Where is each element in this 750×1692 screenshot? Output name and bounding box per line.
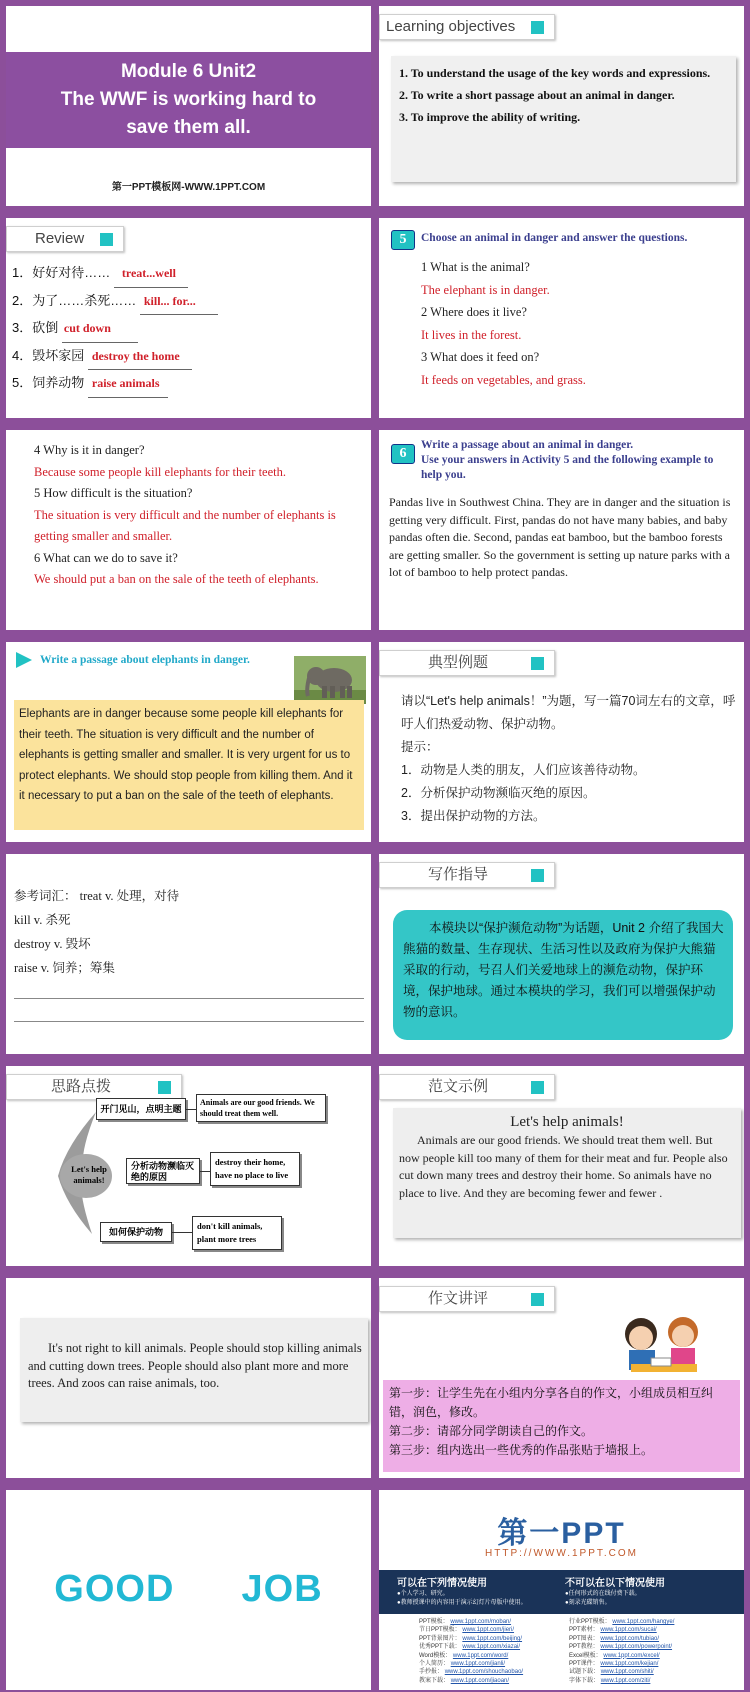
objective-2: 2. To write a short passage about an animal in danger. [399, 88, 675, 102]
question: 1 What is the animal? [421, 260, 530, 274]
slide-vocabulary[interactable] [6, 854, 371, 1054]
slide-objectives[interactable] [379, 6, 744, 206]
passage-box: Elephants are in danger because some people kill elephants for their teeth. The situation is very difficult and the number of elephants is getting smaller and smaller. It is very urgent for us to protect elephants. We should stop people from killing them. And it it necessary to put a ban on the sale of the teeth of elephants. [14, 700, 364, 830]
question: 3 What does it feed on? [421, 350, 540, 364]
tip-item: 2．分析保护动物濒临灭绝的原因。 [401, 786, 596, 800]
review-item: 2．为了……杀死…… kill... for... [12, 288, 218, 316]
mindmap-center: Let's help animals! [71, 1164, 107, 1185]
slide-activity-5-cont[interactable] [6, 430, 371, 630]
title-line-2: save them all. [126, 117, 251, 138]
section-tag [6, 226, 124, 252]
essay-text: Animals are our good friends. We should treat them well. But now people kill too many of them for their meat and fur. People also cut down many trees and destroy their home. So animals have no place to live. And they are becoming fewer and fewer . [399, 1133, 728, 1200]
link-row[interactable]: PPT模板： www.1ppt.com/moban/ [419, 1619, 512, 1625]
essay-title: Let's help animals! [510, 1114, 624, 1130]
review-item: 5．饲养动物 raise animals [12, 370, 218, 398]
forbidden-note: ●刻录光碟销售。 [565, 1600, 611, 1606]
vocab-ref: 参考词汇： treat v. 处理，对待 [14, 889, 180, 903]
connector [172, 1232, 192, 1233]
answer: It feeds on vegetables, and grass. [421, 372, 586, 387]
link-row[interactable]: PPT教程： www.1ppt.com/powerpoint/ [569, 1644, 673, 1651]
allowed-note: ●教师授课中的内容用于演示幻灯片母版中使用。 [397, 1600, 527, 1606]
activity-badge: 6 [391, 444, 415, 464]
vocab-item: kill v. 杀死 [14, 913, 71, 927]
heading-line-1: Write a passage about an animal in danger. [421, 439, 634, 451]
qa-list [421, 256, 586, 391]
job-word: JOB [241, 1568, 323, 1610]
steps-box [383, 1380, 740, 1472]
tag-square-icon [531, 1293, 544, 1306]
vocab-item: destroy v. 毁坏 [14, 937, 91, 951]
slide-1ppt-ad[interactable] [379, 1490, 744, 1690]
tag-label: Review [35, 230, 85, 247]
slide-paragraph[interactable] [6, 1278, 371, 1478]
branch-box: 如何保护动物 [100, 1222, 172, 1242]
elephant-icon [294, 656, 366, 704]
activity-heading: Choose an animal in danger and answer the questions. [421, 232, 688, 244]
step-item: 第二步：请部分同学朗读自己的作文。 [389, 1424, 594, 1438]
review-answer: destroy the home [88, 343, 192, 371]
site-credit: 第一PPT模板网-WWW.1PPT.COM [111, 182, 266, 193]
slide-title[interactable] [6, 6, 371, 206]
review-item: 1．好好对待…… treat...well [12, 260, 218, 288]
tag-square-icon [100, 233, 113, 246]
review-answer: cut down [62, 315, 138, 343]
link-row[interactable]: PPT课件： www.1ppt.com/kejian/ [569, 1661, 659, 1668]
link-row[interactable]: 个人简历： www.1ppt.com/jianli/ [419, 1661, 506, 1668]
allowed-note: ●个人学习、研究。 [397, 1591, 449, 1597]
elephant-image [294, 656, 366, 704]
brand-url[interactable]: HTTP://WWW.1PPT.COM [485, 1548, 638, 1559]
step-item: 第三步：组内选出一些优秀的作品张贴于墙报上。 [389, 1443, 654, 1457]
question: 2 Where does it live? [421, 305, 527, 319]
tag-square-icon [531, 21, 544, 34]
hint-label: 提示： [401, 740, 439, 754]
review-answer: treat...well [114, 260, 188, 288]
writing-prompt: 请以“Let's help animals！”为题，写一篇70词左右的文章，呼吁人们热爱动物、保护动物。 [401, 694, 736, 731]
brand-logo: 第一PPT [497, 1517, 626, 1550]
writing-line [14, 1021, 364, 1022]
question: 4 Why is it in danger? [34, 443, 145, 457]
objective-1: 1. To understand the usage of the key words and expressions. [399, 66, 711, 80]
slide-mindmap[interactable] [6, 1066, 371, 1266]
answer: We should put a ban on the sale of the teeth of elephants. [34, 572, 319, 586]
tip-item: 3．提出保护动物的方法。 [401, 809, 546, 823]
link-row[interactable]: 手抄报： www.1ppt.com/shouchaobao/ [419, 1669, 524, 1676]
title-line-1: The WWF is working hard to [60, 89, 317, 110]
slide-review[interactable] [6, 218, 371, 418]
link-row[interactable]: 节日PPT模板： www.1ppt.com/jieri/ [419, 1627, 515, 1634]
arrow-icon [16, 652, 32, 668]
section-tag [379, 1286, 555, 1312]
module-label: Module 6 Unit2 [120, 61, 257, 82]
passage-heading: Write a passage about elephants in danger. [40, 654, 250, 666]
answer: It lives in the forest. [421, 327, 522, 342]
slide-essay-review[interactable] [379, 1278, 744, 1478]
example-passage: Pandas live in Southwest China. They are in danger and the situation is getting very difficult. First, pandas do not have many babies, and baby pandas often die. Second, pandas eat bamboo, but the bamboo forests are getting smaller. So the government is setting up nature parks with a lot of bamboo to help protect pandas. [389, 495, 731, 579]
activity-badge: 5 [391, 230, 415, 250]
tag-label: Learning objectives [386, 18, 516, 35]
forbidden-title: 不可以在以下情况使用 [565, 1578, 665, 1589]
review-answer: raise animals [88, 370, 168, 398]
question-content [401, 690, 741, 828]
link-row[interactable]: 优秀PPT下载： www.1ppt.com/xiazai/ [419, 1644, 521, 1651]
essay-box [393, 1108, 741, 1238]
link-row[interactable]: 教案下载： www.1ppt.com/jiaoan/ [419, 1677, 510, 1684]
question: 6 What can we do to save it? [34, 550, 178, 565]
answer: Because some people kill elephants for their teeth. [34, 464, 286, 479]
usage-header [379, 1570, 744, 1614]
link-row[interactable]: Excel模板： www.1ppt.com/excel/ [569, 1652, 660, 1659]
slide-example-question[interactable] [379, 642, 744, 842]
students-illustration [611, 1312, 711, 1378]
answer: The situation is very difficult and the number of elephants is getting smaller and smaller. [34, 507, 336, 543]
link-row[interactable]: 试题下载： www.1ppt.com/shiti/ [569, 1669, 654, 1676]
objective-3: 3. To improve the ability of writing. [399, 110, 581, 124]
section-tag [379, 14, 555, 40]
right-links [569, 1618, 674, 1685]
good-word: GOOD [54, 1568, 175, 1610]
forbidden-note: ●任何形式的在线付费下载。 [565, 1591, 641, 1597]
paragraph-box: It's not right to kill animals. People should stop killing animals and cutting down trees. People should also plant more and more trees. And zoos can raise animals, too. [20, 1318, 368, 1422]
objectives-box [391, 56, 736, 182]
link-row[interactable]: PPT素材： www.1ppt.com/sucai/ [569, 1627, 657, 1634]
section-tag [379, 650, 555, 676]
review-answer: kill... for... [140, 288, 218, 316]
review-item: 3．砍倒 cut down [12, 315, 218, 343]
vocab-item: raise v. 饲养；筹集 [14, 961, 115, 975]
step-item: 第一步：让学生先在小组内分享各自的作文，小组成员相互纠错，润色，修改。 [389, 1386, 714, 1419]
question: 5 How difficult is the situation? [34, 486, 193, 500]
connector [200, 1171, 210, 1172]
tag-square-icon [531, 869, 544, 882]
link-row[interactable]: 行业PPT模板： www.1ppt.com/hangye/ [569, 1619, 675, 1625]
heading-line-2: Use your answers in Activity 5 and the following example to help you. [421, 454, 714, 481]
review-item: 4．毁坏家园 destroy the home [12, 343, 218, 371]
left-links [419, 1618, 523, 1685]
branch-detail: Animals are our good friends. We should treat them well. [196, 1094, 326, 1122]
tag-label: 写作指导 [428, 866, 489, 883]
tip-item: 1．动物是人类的朋友，人们应该善待动物。 [401, 763, 646, 777]
slide-sample-essay[interactable] [379, 1066, 744, 1266]
qa-list [34, 440, 364, 591]
slide-elephant-passage[interactable] [6, 642, 371, 842]
review-list [12, 260, 218, 398]
section-tag [379, 1074, 555, 1100]
guide-box: 本模块以“保护濒危动物”为话题，Unit 2 介绍了我国大熊猫的数量、生存现状、生活习性以及政府为保护大熊猫采取的行动，号召人们关爱地球上的濒危动物，保护环境，保护地球。通过本模块的学习，我们可以增强保护动物的意识。 [393, 910, 733, 1040]
writing-line [14, 998, 364, 999]
connector [186, 1109, 196, 1110]
tag-square-icon [531, 1081, 544, 1094]
branch-detail: don't kill animals, plant more trees [192, 1216, 282, 1250]
tag-label: 作文讲评 [428, 1290, 489, 1307]
title-banner [6, 52, 371, 148]
slide-activity-5[interactable] [379, 218, 744, 418]
slide-good-job[interactable] [6, 1490, 371, 1690]
link-row[interactable]: PPT背景图片： www.1ppt.com/beijing/ [419, 1635, 523, 1642]
slide-writing-guide[interactable] [379, 854, 744, 1054]
tag-square-icon [531, 657, 544, 670]
allowed-title: 可以在下列情况使用 [397, 1578, 487, 1589]
branch-box: 开门见山，点明主题 [96, 1098, 186, 1120]
vocab-list [14, 884, 179, 980]
section-tag [379, 862, 555, 888]
slide-activity-6[interactable] [379, 430, 744, 630]
tag-label: 范文示例 [428, 1078, 489, 1095]
good-job-text [6, 1568, 371, 1611]
activity-heading [421, 438, 737, 483]
answer: The elephant is in danger. [421, 282, 550, 297]
branch-detail: destroy their home, have no place to live [210, 1152, 300, 1186]
branch-box: 分析动物濒临灭绝的原因 [126, 1158, 200, 1184]
link-row[interactable]: Word模板： www.1ppt.com/word/ [419, 1652, 509, 1659]
tag-label: 思路点拨 [51, 1078, 112, 1095]
link-row[interactable]: PPT图表： www.1ppt.com/tubiao/ [569, 1635, 660, 1642]
tag-label: 典型例题 [428, 654, 489, 671]
link-row[interactable]: 字体下载： www.1ppt.com/ziti/ [569, 1677, 651, 1684]
